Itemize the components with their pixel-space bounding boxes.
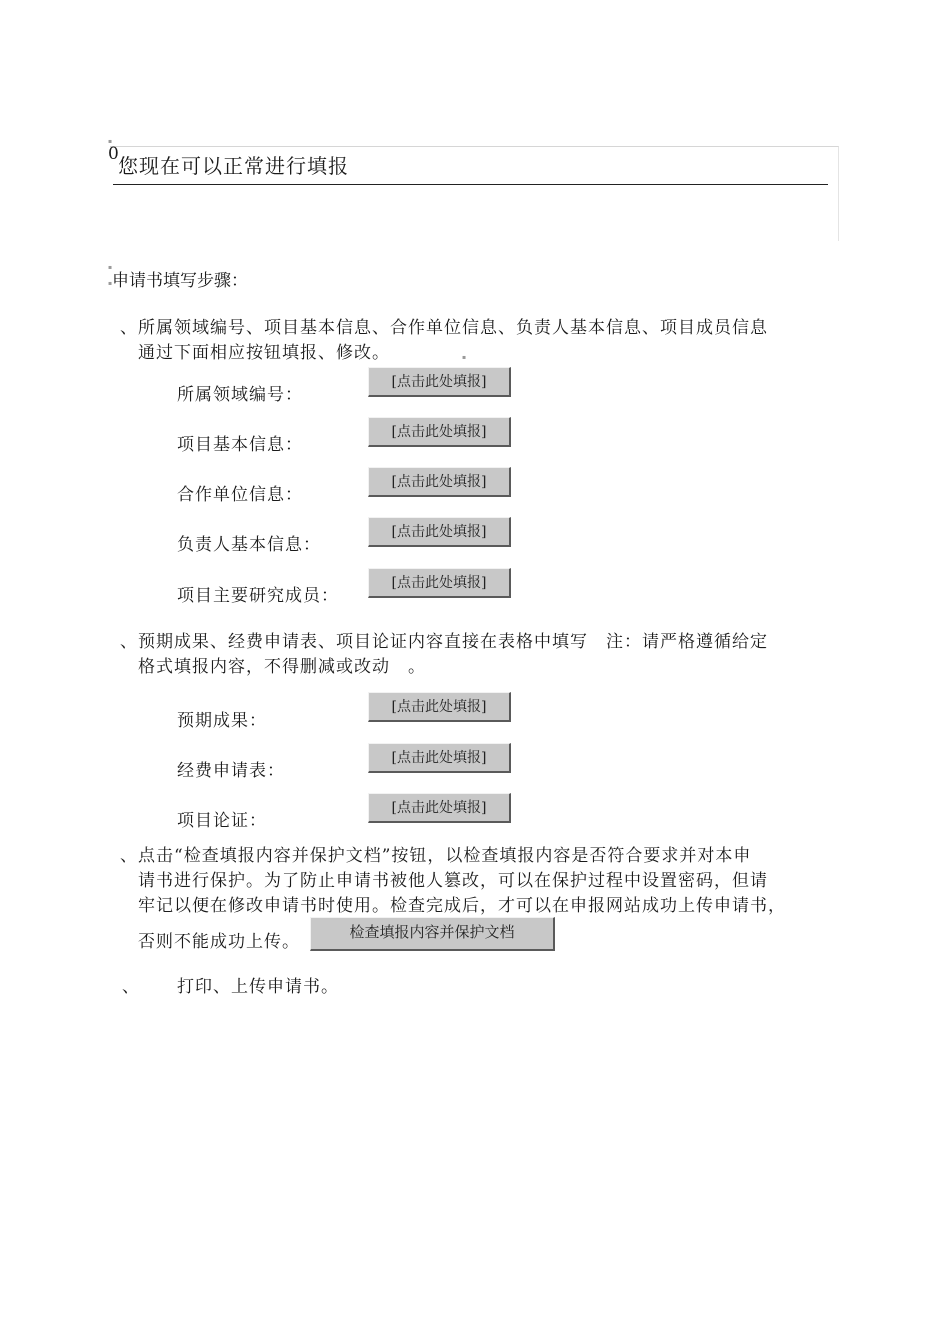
fill-project-argument-button[interactable]: [点击此处填报] <box>368 793 511 823</box>
artifact-mark: ▪ <box>108 138 113 145</box>
step-4-marker: 、 <box>122 977 140 997</box>
artifact-mark: ▪ <box>108 264 113 271</box>
fill-partner-info-button[interactable]: [点击此处填报] <box>368 467 511 497</box>
step-1-line-1: 、所属领域编号、项目基本信息、合作单位信息、负责人基本信息、项目成员信息 <box>120 318 768 338</box>
step-2-text <box>120 630 768 680</box>
steps-title: 申请书填写步骤： <box>112 271 248 291</box>
label-project-basic-info: 项目基本信息： <box>177 435 303 455</box>
fill-field-code-button[interactable]: [点击此处填报] <box>368 367 511 397</box>
step-3-line-3: 牢记以便在修改申请书时使用。检查完成后，才可以在申报网站成功上传申请书， <box>138 896 786 916</box>
fill-project-basic-info-button[interactable]: [点击此处填报] <box>368 417 511 447</box>
artifact-mark: ▪ <box>108 280 113 287</box>
fill-expected-results-button[interactable]: [点击此处填报] <box>368 692 511 722</box>
artifact-mark: ▪ <box>462 354 467 361</box>
step-2-line-1: 、预期成果、经费申请表、项目论证内容直接在表格中填写 注：请严格遵循给定 <box>120 632 768 652</box>
step-1-text <box>120 316 768 366</box>
step-1-line-2: 通过下面相应按钮填报、修改。 <box>138 343 390 363</box>
label-field-code: 所属领域编号： <box>177 385 303 405</box>
label-main-members: 项目主要研究成员： <box>177 586 339 606</box>
fill-leader-info-button[interactable]: [点击此处填报] <box>368 517 511 547</box>
label-leader-info: 负责人基本信息： <box>177 535 321 555</box>
title-underline <box>113 184 828 185</box>
step-3-text <box>120 844 786 919</box>
page-title: 您现在可以正常进行填报 <box>118 154 349 178</box>
header-zero-char: 0 <box>108 144 119 164</box>
label-budget-table: 经费申请表： <box>177 761 285 781</box>
step-4-text: 打印、上传申请书。 <box>177 977 339 997</box>
label-partner-info: 合作单位信息： <box>177 485 303 505</box>
step-3-line-4: 否则不能成功上传。 <box>138 932 300 952</box>
label-expected-results: 预期成果： <box>177 711 267 731</box>
check-and-protect-button[interactable]: 检查填报内容并保护文档 <box>310 917 555 951</box>
label-project-argument: 项目论证： <box>177 811 267 831</box>
step-2-line-2: 格式填报内容，不得删减或改动 。 <box>138 657 426 677</box>
fill-main-members-button[interactable]: [点击此处填报] <box>368 568 511 598</box>
step-3-line-1: 、点击“检查填报内容并保护文档”按钮，以检查填报内容是否符合要求并对本申 <box>120 846 752 866</box>
step-3-line-2: 请书进行保护。为了防止申请书被他人篡改，可以在保护过程中设置密码，但请 <box>138 871 768 891</box>
fill-budget-table-button[interactable]: [点击此处填报] <box>368 743 511 773</box>
